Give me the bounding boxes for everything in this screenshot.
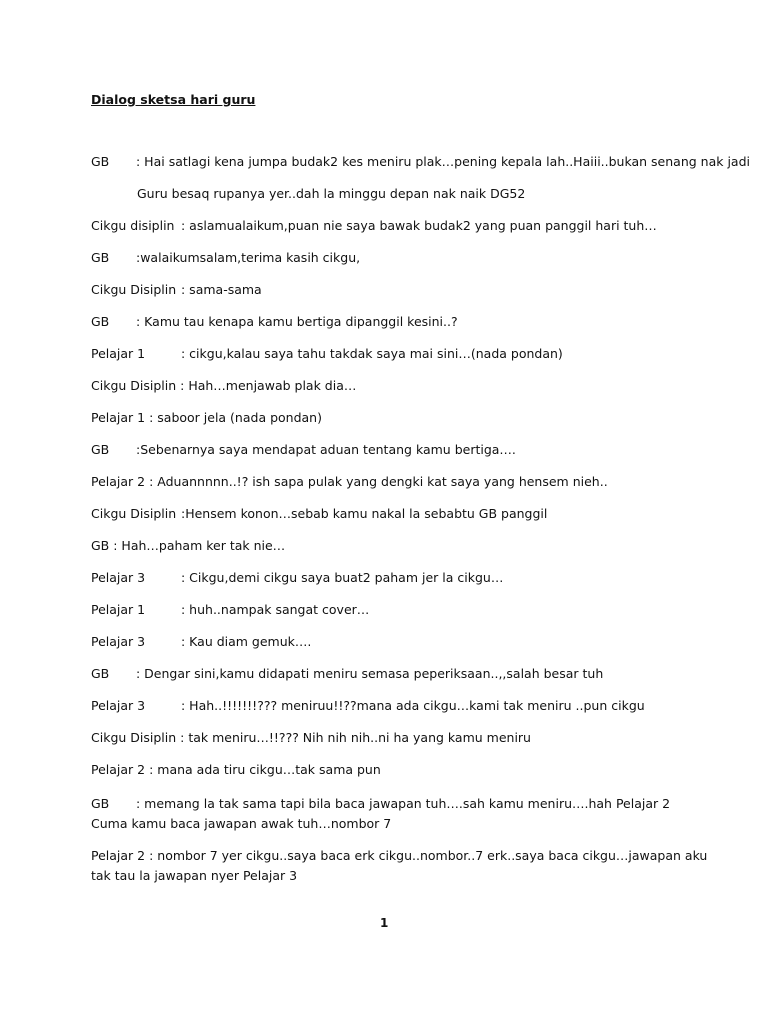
dialog-text: : aslamualaikum,puan nie saya bawak budak2 yang puan panggil hari tuh… [181, 218, 657, 233]
dialog-text: :Hensem konon…sebab kamu nakal la sebabtu GB panggil [181, 506, 548, 521]
speaker-label: GB [91, 314, 110, 329]
page-number: 1 [380, 916, 389, 930]
dialog-text: : Kamu tau kenapa kamu bertiga dipanggil kesini..? [136, 314, 458, 329]
speaker-label: Cikgu disiplin [91, 218, 175, 233]
dialog-text: Cikgu Disiplin : Hah…menjawab plak dia… [91, 378, 357, 393]
dialog-text: Guru besaq rupanya yer..dah la minggu depan nak naik DG52 [137, 186, 526, 201]
dialog-line [91, 346, 708, 361]
dialog-line [91, 282, 708, 297]
dialog-line [91, 698, 708, 713]
dialog-text: Cikgu Disiplin : tak meniru…!!??? Nih nih nih..ni ha yang kamu meniru [91, 730, 531, 745]
speaker-label: GB [91, 796, 110, 811]
dialog-line [91, 602, 708, 617]
dialog-line-continuation [137, 186, 525, 201]
dialog-line [91, 218, 708, 233]
dialog-line [91, 250, 708, 265]
dialog-line [91, 666, 708, 681]
dialog-line [91, 154, 750, 169]
dialog-line [91, 762, 708, 777]
speaker-label: GB [91, 154, 110, 169]
dialog-text: : Dengar sini,kamu didapati meniru semasa peperiksaan..,,salah besar tuh [136, 666, 604, 681]
dialog-text: : cikgu,kalau saya tahu takdak saya mai sini…(nada pondan) [181, 346, 563, 361]
speaker-label: GB [91, 250, 110, 265]
dialog-text: Pelajar 1 : saboor jela (nada pondan) [91, 410, 322, 425]
dialog-text: : Hah..!!!!!!!??? meniruu!!??mana ada cikgu…kami tak meniru ..pun cikgu [181, 698, 645, 713]
dialog-text: Pelajar 2 : Aduannnnn..!? ish sapa pulak yang dengki kat saya yang hensem nieh.. [91, 474, 608, 489]
dialog-line [91, 570, 708, 585]
speaker-label: Pelajar 3 [91, 634, 146, 649]
speaker-label: Pelajar 1 [91, 346, 146, 361]
dialog-text: : memang la tak sama tapi bila baca jawapan tuh….sah kamu meniru….hah Pelajar 2 Cuma kamu baca jawapan awak tuh…nombor 7 [91, 796, 671, 831]
dialog-text: : Cikgu,demi cikgu saya buat2 paham jer la cikgu… [181, 570, 504, 585]
speaker-label: Cikgu Disiplin [91, 282, 177, 297]
dialog-text: Pelajar 2 : mana ada tiru cikgu…tak sama pun [91, 762, 381, 777]
dialog-text: : sama-sama [181, 282, 262, 297]
dialog-line [91, 378, 708, 393]
dialog-text: Pelajar 2 : nombor 7 yer cikgu..saya baca erk cikgu..nombor..7 erk..saya baca cikgu…jawapan aku tak tau la jawapan nyer Pelajar 3 [91, 848, 708, 883]
dialog-line [91, 730, 708, 745]
speaker-label: GB [91, 666, 110, 681]
dialog-text: : huh..nampak sangat cover… [181, 602, 370, 617]
dialog-line [91, 410, 708, 425]
dialog-line [91, 474, 708, 489]
dialog-text: :walaikumsalam,terima kasih cikgu, [136, 250, 361, 265]
document-title: Dialog sketsa hari guru [91, 92, 256, 107]
dialog-line [91, 538, 708, 553]
dialog-text: GB : Hah…paham ker tak nie… [91, 538, 286, 553]
speaker-label: GB [91, 442, 110, 457]
dialog-line [91, 442, 708, 457]
speaker-label: Pelajar 3 [91, 570, 146, 585]
dialog-line [91, 634, 708, 649]
dialog-text: : Hai satlagi kena jumpa budak2 kes meniru plak…pening kepala lah..Haiii..bukan senang nak jadi [136, 154, 750, 169]
dialog-text: : Kau diam gemuk…. [181, 634, 312, 649]
dialog-line [91, 846, 708, 886]
speaker-label: Pelajar 1 [91, 602, 146, 617]
dialog-line [91, 794, 708, 834]
dialog-line [91, 314, 708, 329]
speaker-label: Cikgu Disiplin [91, 506, 177, 521]
dialog-line [91, 506, 708, 521]
dialog-text: :Sebenarnya saya mendapat aduan tentang kamu bertiga…. [136, 442, 516, 457]
speaker-label: Pelajar 3 [91, 698, 146, 713]
